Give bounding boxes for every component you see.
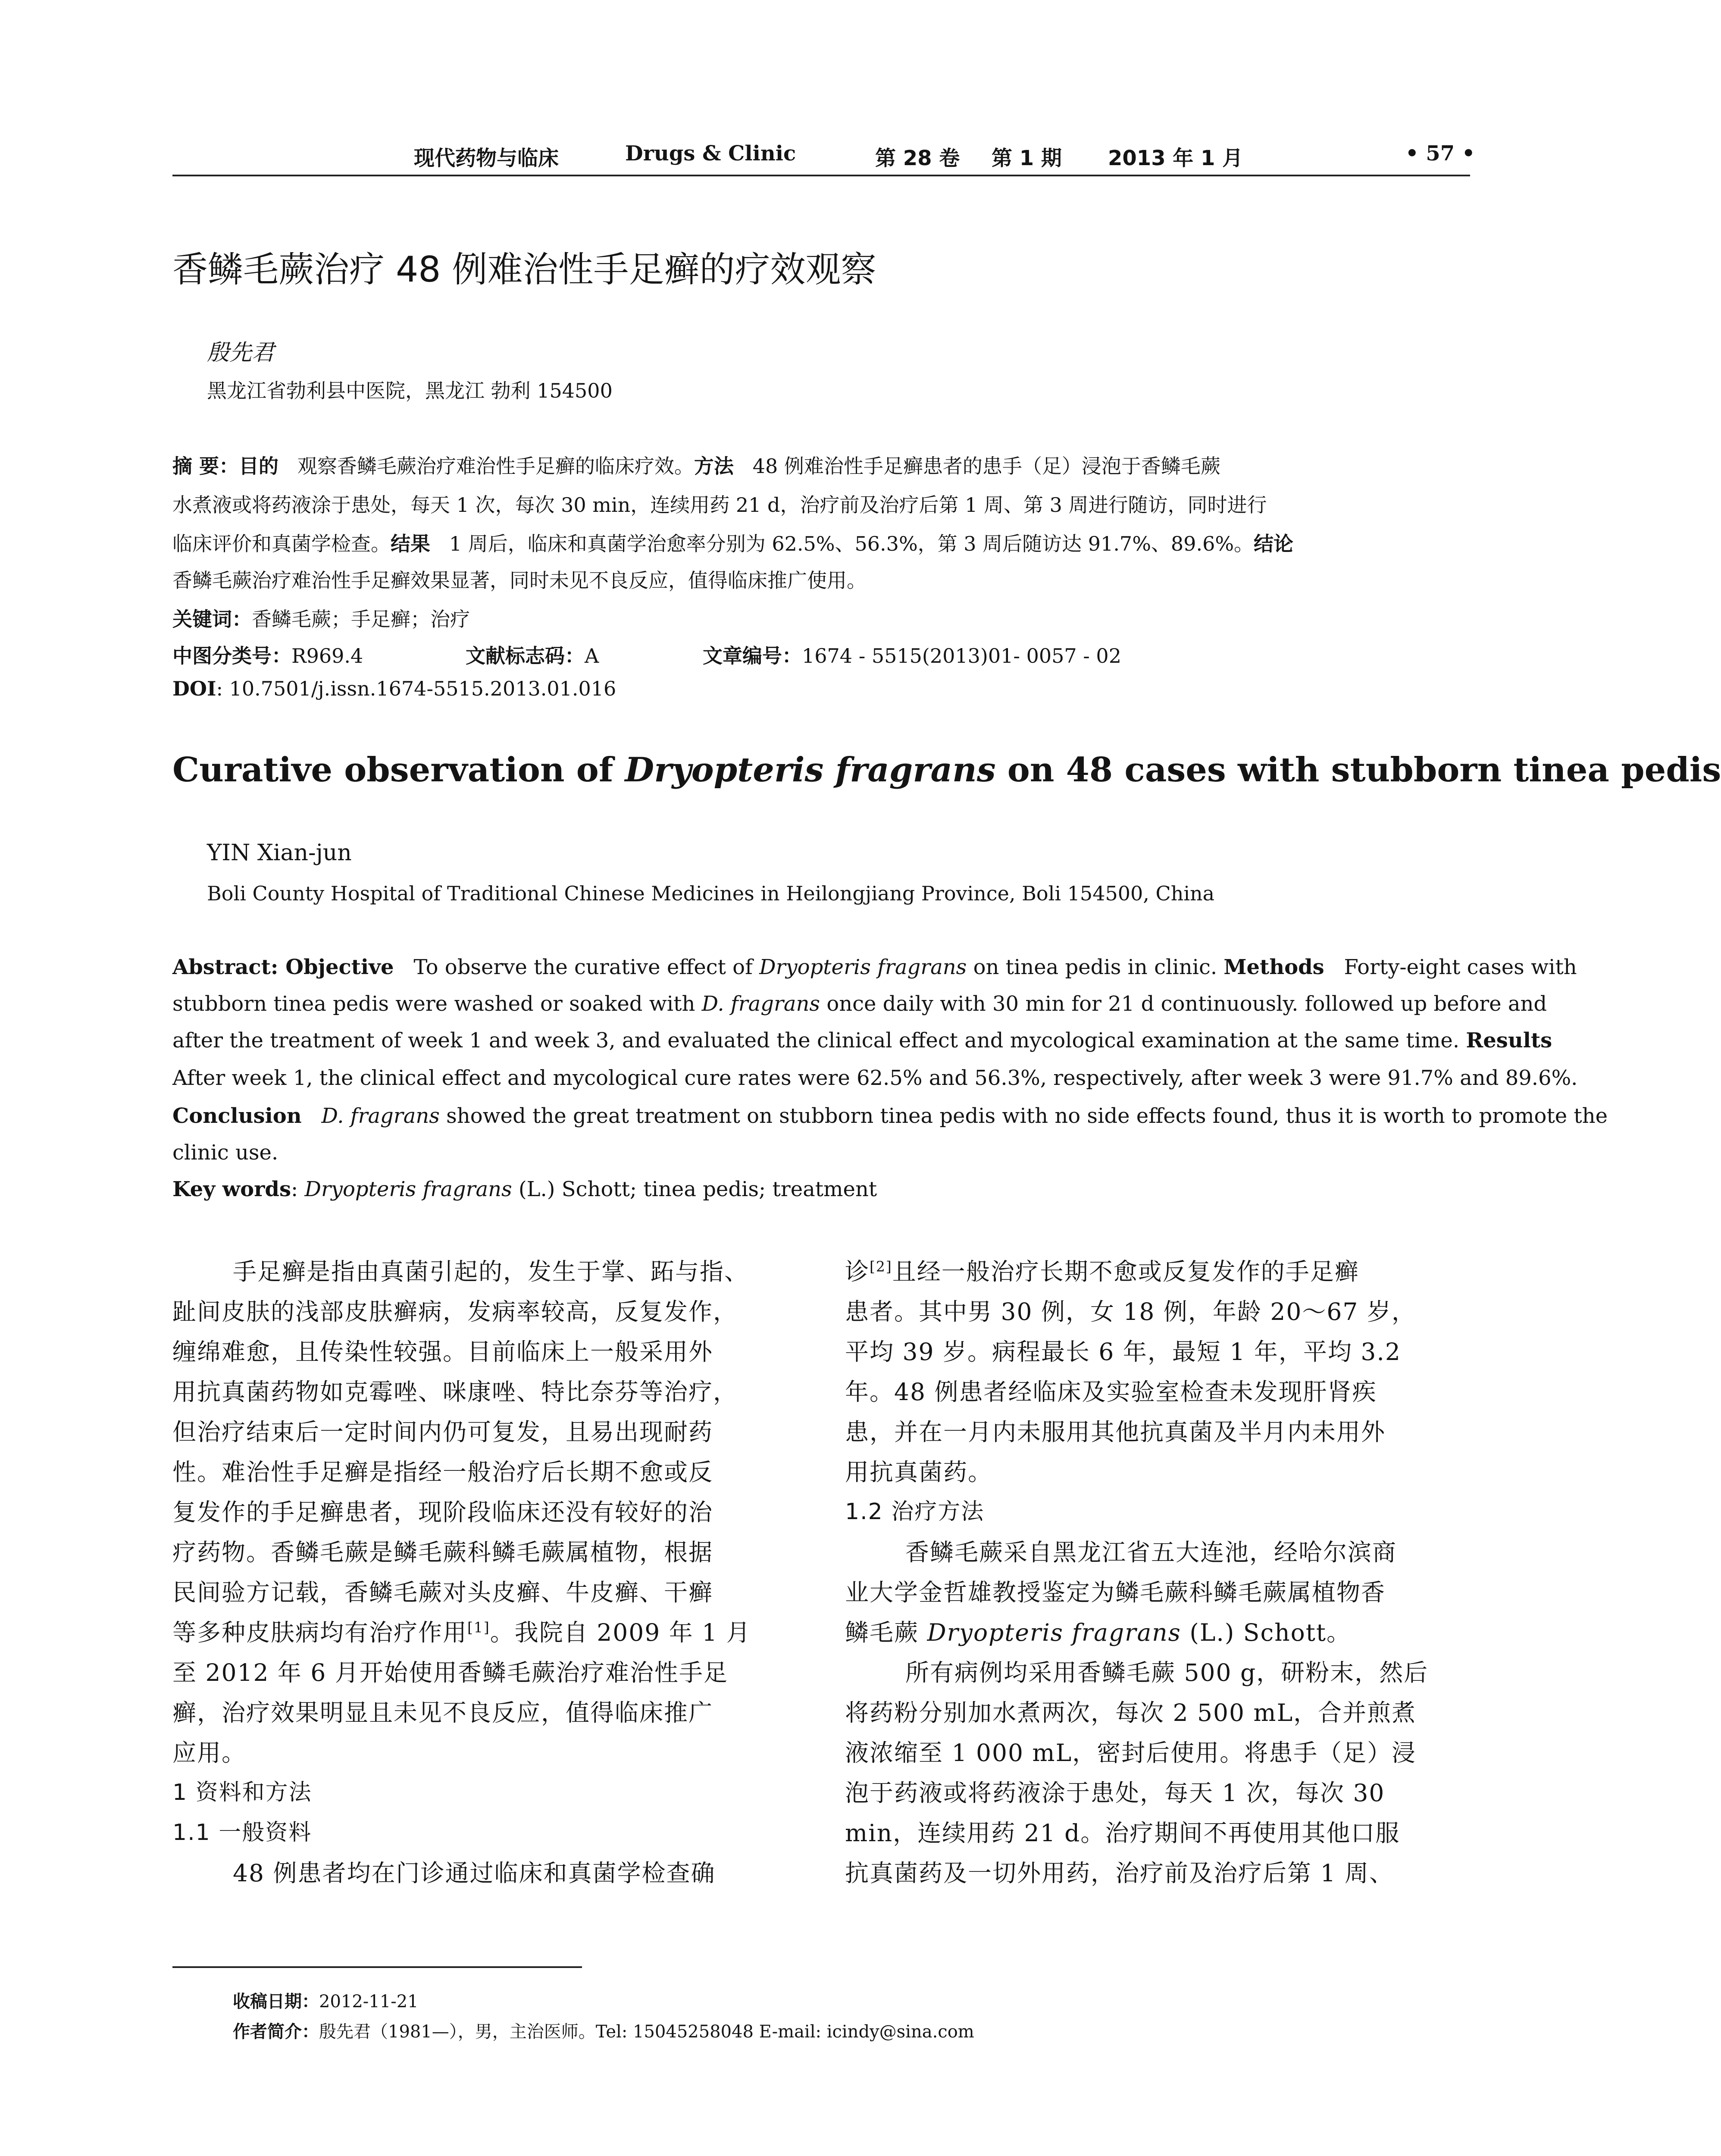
section-heading: 1 资料和方法 (172, 1780, 312, 1805)
abstract-en-line (172, 955, 1577, 979)
body-line (845, 1253, 1359, 1287)
volume: 第 28 卷 (875, 146, 960, 170)
abstract-en-line: clinic use. (172, 1141, 278, 1165)
author-cn: 殷先君 (207, 340, 275, 366)
abstract-text: To observe the curative effect of (413, 955, 760, 979)
article-title-en (172, 750, 1721, 790)
abstract-cn-line: 香鳞毛蕨治疗难治性手足癣效果显著，同时未见不良反应，值得临床推广使用。 (172, 569, 867, 592)
affiliation-en: Boli County Hospital of Traditional Chinese Medicines in Heilongjiang Province, Boli 154500, China (207, 882, 1215, 905)
body-line: 业大学金哲雄教授鉴定为鳞毛蕨科鳞毛蕨属植物香 (845, 1579, 1386, 1606)
title-en-part: Curative observation of (172, 750, 625, 790)
body-line: 48 例患者均在门诊通过临床和真菌学检查确 (233, 1859, 716, 1887)
methods-label-cn: 方法 (694, 454, 734, 478)
page-number: • 57 • (1405, 141, 1475, 166)
body-line: 患，并在一月内未服用其他抗真菌及半月内未用外 (845, 1418, 1386, 1446)
body-line: 疗药物。香鳞毛蕨是鳞毛蕨科鳞毛蕨属植物，根据 (172, 1539, 713, 1566)
body-line: 平均 39 岁。病程最长 6 年，最短 1 年，平均 3.2 (845, 1338, 1401, 1366)
citation-ref: [2] (870, 1258, 892, 1275)
article-no-value: 1674 - 5515(2013)01- 0057 - 02 (802, 644, 1121, 667)
abstract-text: 观察香鳞毛蕨治疗难治性手足癣的临床疗效。 (297, 454, 694, 478)
keywords-text-en: (L.) Schott; tinea pedis; treatment (512, 1177, 877, 1201)
footnote-author (233, 2018, 974, 2043)
article-no-label: 文章编号： (703, 644, 802, 667)
abstract-text: showed the great treatment on stubborn tinea pedis with no side effects found, thus it is worth to promote the (439, 1104, 1608, 1128)
issue: 第 1 期 (992, 146, 1062, 170)
abstract-text: after the treatment of week 1 and week 3, and evaluated the clinical effect and mycological examination at the same time. (172, 1028, 1466, 1053)
results-label-cn: 结果 (391, 532, 430, 555)
body-text: (L.) Schott。 (1181, 1619, 1351, 1646)
objective-label-cn: 目的 (239, 454, 279, 478)
body-line: 至 2012 年 6 月开始使用香鳞毛蕨治疗难治性手足 (172, 1659, 728, 1686)
body-text: 且经一般治疗长期不愈或反复发作的手足癣 (892, 1258, 1359, 1285)
journal-name-cn: 现代药物与临床 (414, 146, 559, 170)
body-line: min，连续用药 21 d。治疗期间不再使用其他口服 (845, 1819, 1400, 1847)
clc-value: R969.4 (291, 644, 363, 667)
journal-name-en: Drugs & Clinic (625, 141, 796, 166)
body-line: 用抗真菌药物如克霉唑、咪康唑、特比奈芬等治疗， (172, 1378, 738, 1406)
doi-line (172, 677, 616, 700)
doc-code-label: 文献标志码： (466, 644, 585, 667)
conclusion-label-cn: 结论 (1254, 532, 1294, 555)
body-line: 性。难治性手足癣是指经一般治疗后长期不愈或反 (172, 1458, 713, 1486)
conclusion-label-en: Conclusion (172, 1104, 302, 1128)
body-line: 癣，治疗效果明显且未见不良反应，值得临床推广 (172, 1699, 713, 1727)
body-text: 。我院自 2009 年 1 月 (490, 1619, 751, 1646)
abstract-cn-line: 水煮液或将药液涂于患处，每天 1 次，每次 30 min，连续用药 21 d，治疗前及治疗后第 1 周、第 3 周进行随访，同时进行 (172, 493, 1267, 517)
header-rule (172, 175, 1470, 176)
body-line (845, 1614, 1351, 1648)
doc-code-line (466, 640, 599, 669)
abstract-text: 48 例难治性手足癣患者的患手（足）浸泡于香鳞毛蕨 (752, 454, 1220, 478)
doc-code-value: A (585, 644, 599, 667)
abstract-en-line (172, 1028, 1552, 1053)
keywords-text-cn: 香鳞毛蕨；手足癣；治疗 (252, 608, 470, 631)
species-name: Dryopteris fragrans (759, 955, 967, 979)
body-line: 但治疗结束后一定时间内仍可复发，且易出现耐药 (172, 1418, 713, 1446)
body-line: 缠绵难愈，且传染性较强。目前临床上一般采用外 (172, 1338, 713, 1366)
body-line: 抗真菌药及一切外用药，治疗前及治疗后第 1 周、 (845, 1859, 1394, 1887)
issue-date: 2013 年 1 月 (1108, 146, 1243, 170)
body-line: 复发作的手足癣患者，现阶段临床还没有较好的治 (172, 1498, 713, 1526)
keywords-cn (172, 604, 470, 632)
body-line: 应用。 (172, 1739, 247, 1767)
abstract-text: stubborn tinea pedis were washed or soaked with (172, 992, 702, 1016)
body-text: 等多种皮肤病均有治疗作用 (172, 1619, 468, 1646)
abstract-text: 临床评价和真菌学检查。 (172, 532, 391, 555)
author-info-label: 作者简介： (233, 2022, 319, 2042)
citation-ref: [1] (467, 1619, 490, 1636)
title-en-part: on 48 cases with stubborn tinea pedis (995, 750, 1721, 790)
keywords-label-cn: 关键词： (172, 608, 252, 631)
footnote-received (233, 1988, 419, 2012)
abstract-text: Forty-eight cases with (1344, 955, 1577, 979)
body-text: 诊 (845, 1258, 870, 1285)
footnote-rule (172, 1966, 582, 1968)
article-title-cn: 香鳞毛蕨治疗 48 例难治性手足癣的疗效观察 (172, 249, 876, 290)
clc-label: 中图分类号： (172, 644, 291, 667)
body-line: 用抗真菌药。 (845, 1458, 993, 1486)
abstract-text: once daily with 30 min for 21 d continuously. followed up before and (820, 992, 1547, 1016)
abstract-text: 1 周后，临床和真菌学治愈率分别为 62.5%、56.3%，第 3 周后随访达 91.7%、89.6%。 (449, 532, 1254, 555)
body-line: 患者。其中男 30 例，女 18 例，年龄 20～67 岁， (845, 1298, 1416, 1326)
title-en-species: Dryopteris fragrans (625, 750, 996, 790)
results-label-en: Results (1466, 1028, 1552, 1053)
species-name: D. fragrans (701, 992, 820, 1016)
abstract-en-line (172, 992, 1547, 1016)
body-line (172, 1614, 751, 1648)
body-line: 液浓缩至 1 000 mL，密封后使用。将患手（足）浸 (845, 1739, 1417, 1767)
body-line: 泡于药液或将药液涂于患处，每天 1 次，每次 30 (845, 1779, 1385, 1807)
abstract-en-line: After week 1, the clinical effect and mycological cure rates were 62.5% and 56.3%, respectively, after week 3 were 91.7% and 89.6%. (172, 1066, 1578, 1090)
subsection-heading: 1.2 治疗方法 (845, 1499, 985, 1525)
body-line: 民间验方记载，香鳞毛蕨对头皮癣、牛皮癣、干癣 (172, 1579, 713, 1606)
body-line: 年。48 例患者经临床及实验室检查未发现肝肾疾 (845, 1378, 1377, 1406)
received-date: 2012-11-21 (319, 1992, 419, 2012)
body-line: 所有病例均采用香鳞毛蕨 500 g，研粉末，然后 (905, 1659, 1429, 1686)
abstract-cn-line (172, 451, 1220, 479)
methods-label-en: Methods (1223, 955, 1324, 979)
abstract-text: on tinea pedis in clinic. (967, 955, 1224, 979)
abstract-label-en: Abstract: Objective (172, 955, 394, 979)
body-line: 将药粉分别加水煮两次，每次 2 500 mL，合并煎煮 (845, 1699, 1417, 1727)
body-line: 香鳞毛蕨采自黑龙江省五大连池，经哈尔滨商 (905, 1539, 1397, 1566)
affiliation-cn: 黑龙江省勃利县中医院，黑龙江 勃利 154500 (207, 379, 613, 402)
author-info: 殷先君（1981—），男，主治医师。Tel: 15045258048 E-mail: icindy@sina.com (319, 2022, 974, 2042)
received-label: 收稿日期： (233, 1992, 319, 2012)
species-name: Dryopteris fragrans (927, 1619, 1181, 1646)
doi-label: DOI (172, 677, 216, 700)
subsection-heading: 1.1 一般资料 (172, 1820, 312, 1846)
author-en: YIN Xian-jun (207, 840, 352, 866)
article-no-line (703, 640, 1121, 669)
body-line: 趾间皮肤的浅部皮肤癣病，发病率较高，反复发作， (172, 1298, 738, 1326)
body-line: 手足癣是指由真菌引起的，发生于掌、跖与指、 (233, 1258, 749, 1285)
doi-value: : 10.7501/j.issn.1674-5515.2013.01.016 (216, 677, 616, 700)
abstract-en-line (172, 1104, 1608, 1128)
keywords-en: Key words: Dryopteris fragrans (L.) Schott; tinea pedis; treatment (172, 1177, 877, 1201)
abstract-cn-line (172, 528, 1293, 557)
abstract-label-cn: 摘 要： (172, 454, 239, 478)
keywords-label-en: Key words (172, 1177, 291, 1201)
classification-line (172, 640, 363, 669)
species-name: Dryopteris fragrans (304, 1177, 512, 1201)
running-header (172, 137, 1475, 172)
body-text: 鳞毛蕨 (845, 1619, 927, 1646)
species-name: D. fragrans (321, 1104, 440, 1128)
